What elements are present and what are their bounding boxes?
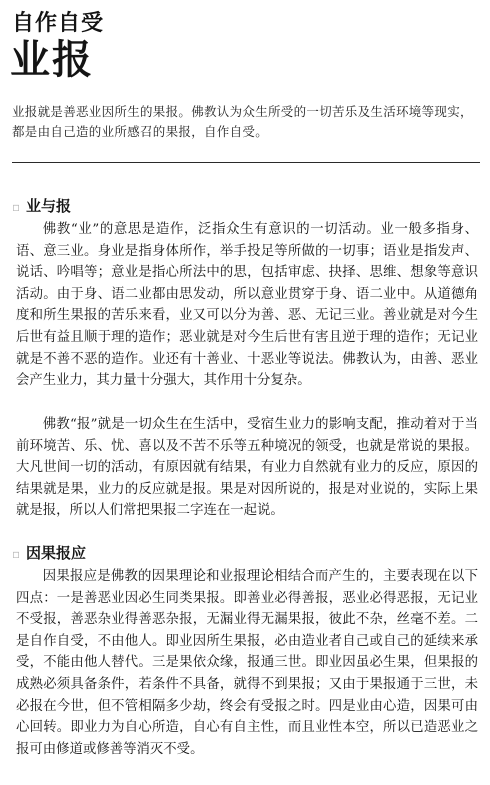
series-title: 自作自受	[12, 11, 105, 36]
section-heading-text: 因果报应	[26, 544, 87, 562]
section-marker-icon: ▫	[12, 547, 21, 561]
divider	[12, 162, 480, 163]
body-paragraph: 佛教“报”就是一切众生在生活中，受宿生业力的影响支配，推动着对于当前环境苦、乐、忧、喜以及不苦不乐等五种境况的领受，也就是常说的果报。大凡世间一切的活动，有原因就有结果，有业力自然就有业力的反应，原因的结果就是果，业力的反应就是报。果是对因所说的，报是对业说的，实际上果就是报，所以人们常把果报二字连在一起说。	[16, 417, 478, 519]
section-marker-icon: ▫	[12, 200, 21, 214]
body-paragraph: 佛教“业”的意思是造作，泛指众生有意识的一切活动。业一般多指身、语、意三业。身业是指身体所作，举手投足等所做的一切事；语业是指发声、说话、吟唱等；意业是指心所法中的思，包括审虑、抉择、思维、想象等意识活动。由于身、语二业都由思发动，所以意业贯穿于身、语二业中。从道德角度和所生果报的苦乐来看，业又可以分为善、恶、无记三业。善业就是对今生后世有益且顺于理的造作；恶业就是对今生后世有害且逆于理的造作；无记业就是不善不恶的造作。业还有十善业、十恶业等说法。佛教认为，由善、恶业会产生业力，其力量十分强大，其作用十分复杂。	[16, 222, 478, 389]
body-paragraph: 因果报应是佛教的因果理论和业报理论相结合而产生的，主要表现在以下四点：一是善恶业因必生同类果报。即善业必得善报，恶业必得恶报，无记业不受报，善恶杂业得善恶杂报，无漏业得无漏果报，彼此不杂，丝毫不差。二是自作自受，不由他人。即业因所生果报，必由造业者自己或自己的延续来承受，不能由他人替代。三是果依众缘，报通三世。即业因虽必生果，但果报的成熟必须具备条件，若条件不具备，就得不到果报；又由于果报通于三世，未必报在今世，但不管相隔多少劫，终会有受报之时。四是业由心造，因果可由心回转。即业力为自心所造，自心有自主性，而且业性本空，所以已造恶业之报可由修道或修善等消灭不受。	[16, 569, 478, 757]
section-heading-cause-and-effect	[12, 543, 86, 564]
section-heading-text: 业与报	[26, 197, 72, 215]
page-title: 业报	[10, 37, 94, 83]
section-heading-karma-and-retribution	[12, 196, 71, 217]
summary-text: 业报就是善恶业因所生的果报。佛教认为众生所受的一切苦乐及生活环境等现实，都是由自己造的业所感召的果报，自作自受。	[12, 104, 473, 139]
